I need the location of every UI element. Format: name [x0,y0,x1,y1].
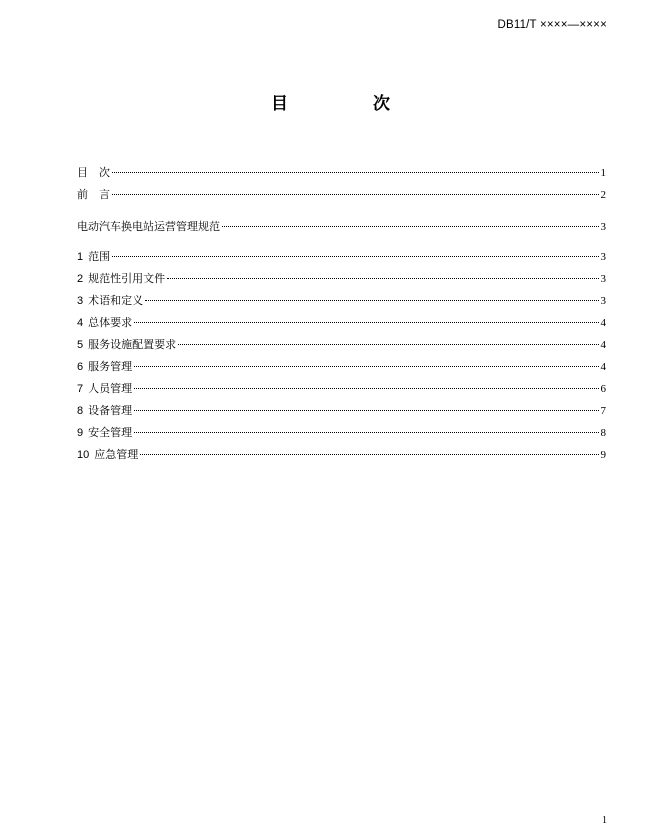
toc-entry-page: 3 [600,273,606,285]
toc-entry-page: 9 [600,449,606,461]
toc-entry-label: 规范性引用文件 [88,272,166,285]
toc-leader-dots [112,172,599,173]
toc-entry-page: 8 [600,427,606,439]
toc-leader-dots [134,366,598,367]
toc-entry-label: 服务设施配置要求 [88,338,177,351]
toc-entry-page: 1 [600,167,606,179]
toc-entry-page: 2 [600,189,606,201]
toc-entry-label: 总体要求 [88,316,133,329]
toc-entry-label: 目 次 [77,166,110,179]
toc-entry-section-9[interactable] [77,425,606,441]
toc-entry-number: 5 [77,339,84,351]
toc-entry-section-6[interactable] [77,359,606,375]
toc-leader-dots [167,278,598,279]
toc-entry-label: 前 言 [77,188,110,201]
toc-entry-label: 范围 [88,250,111,263]
toc-entry-page: 3 [600,221,606,233]
toc-entry-label: 应急管理 [94,448,139,461]
toc-leader-dots [112,256,598,257]
toc-leader-dots [134,410,598,411]
toc-entry-label: 设备管理 [88,404,133,417]
toc-entry-number: 4 [77,317,84,329]
toc-title: 目 次 [271,94,424,114]
toc-entry-label: 服务管理 [88,360,133,373]
toc-entry-page: 4 [600,339,606,351]
toc-entry-foreword[interactable] [77,187,606,203]
toc-entry-section-8[interactable] [77,403,606,419]
toc-leader-dots [178,344,598,345]
toc-leader-dots [140,454,598,455]
toc-entry-section-10[interactable] [77,447,606,463]
toc-leader-dots [134,388,598,389]
toc-entry-page: 7 [600,405,606,417]
toc-entry-page: 6 [600,383,606,395]
toc-entry-label: 人员管理 [88,382,133,395]
toc-entry-label: 术语和定义 [88,294,144,307]
toc-leader-dots [222,226,599,227]
toc-entry-number: 2 [77,273,84,285]
toc-entry-number: 6 [77,361,84,373]
document-code: DB11/T ××××—×××× [497,19,607,31]
toc-entry-number: 9 [77,427,84,439]
toc-entry-number: 8 [77,405,84,417]
toc-entry-number: 7 [77,383,84,395]
toc-leader-dots [112,194,599,195]
toc-entry-label: 电动汽车换电站运营管理规范 [77,220,220,233]
toc-entry-section-2[interactable] [77,271,606,287]
toc-entry-section-3[interactable] [77,293,606,309]
toc-entry-page: 3 [600,295,606,307]
page-number: 1 [602,815,607,826]
toc-entry-main-title[interactable] [77,219,606,235]
toc-leader-dots [134,432,598,433]
toc-entry-contents[interactable] [77,165,606,181]
toc-entry-label: 安全管理 [88,426,133,439]
toc-entry-page: 3 [600,251,606,263]
toc-leader-dots [145,300,598,301]
toc-leader-dots [134,322,598,323]
toc-entry-number: 1 [77,251,84,263]
toc-entry-section-5[interactable] [77,337,606,353]
toc-entry-number: 10 [77,449,90,461]
toc-entry-page: 4 [600,361,606,373]
toc-entry-number: 3 [77,295,84,307]
toc-entry-section-1[interactable] [77,249,606,265]
toc-entry-section-7[interactable] [77,381,606,397]
toc-entry-section-4[interactable] [77,315,606,331]
toc-entry-page: 4 [600,317,606,329]
